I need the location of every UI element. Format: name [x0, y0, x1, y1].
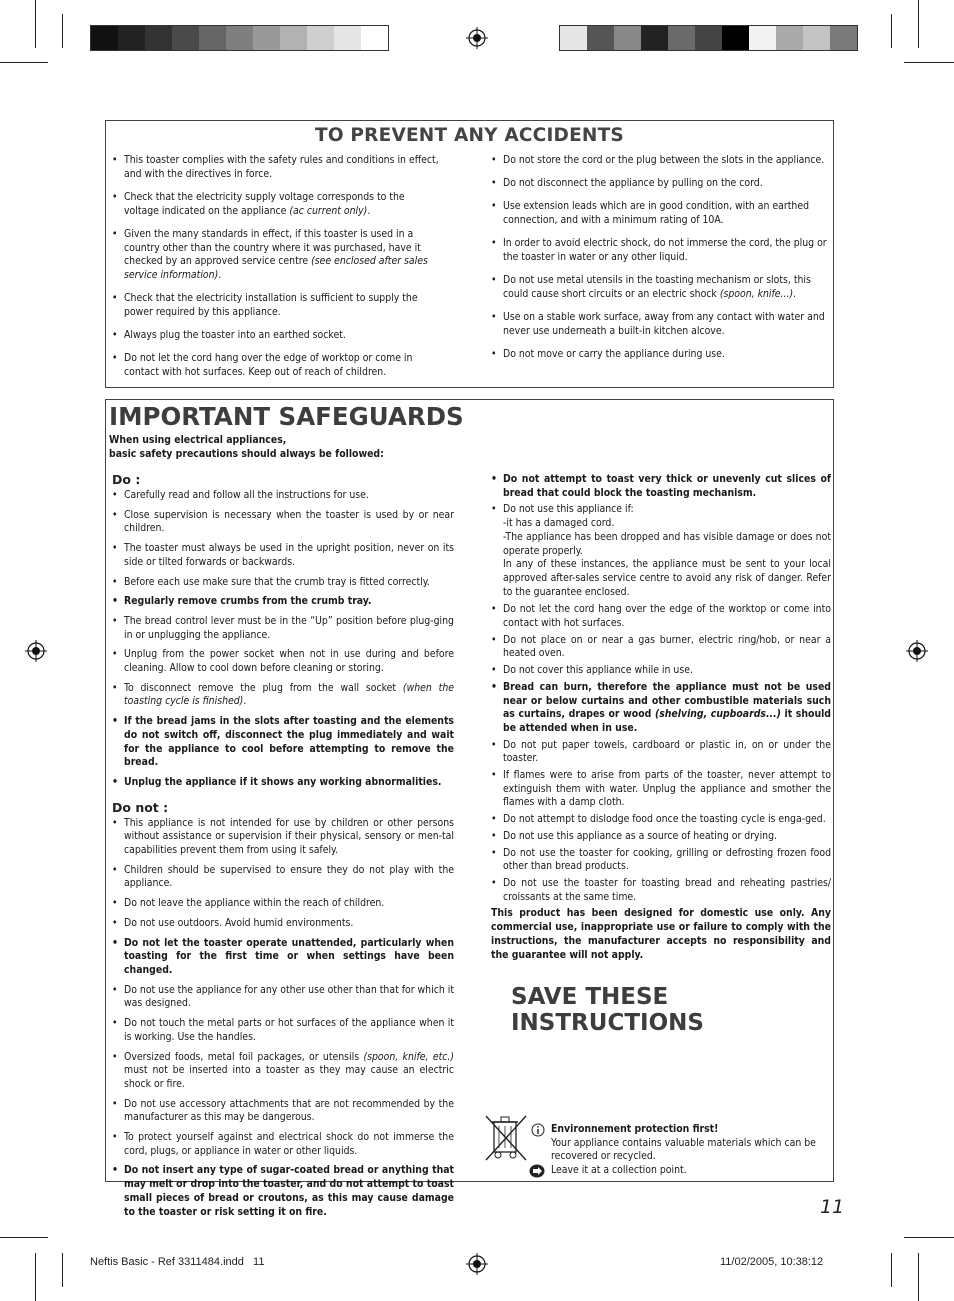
environment-text: Leave it at a collection point. [551, 1164, 687, 1177]
list-item: • Check that the electricity installation is sufficient to supply the power required by this appliance. [110, 292, 442, 319]
list-item: • In order to avoid electric shock, do not immerse the cord, the plug or the toaster in water or any other liquid. [489, 237, 831, 264]
list-item: • Do not insert any type of sugar-coated bread or anything that may melt or drop into the toaster, and do not attempt to toast small pieces of bread or croutons, as this may cause damage to the toaster or risk setting it on fire. [110, 1164, 454, 1219]
weee-bin-icon [484, 1112, 528, 1162]
list-item: • Do not touch the metal parts or hot surfaces of the appliance when it is working. Use the handles. [110, 1017, 454, 1044]
list-item: • Do not let the toaster operate unattended, particularly when toasting for the first time or when settings have been changed. [110, 937, 454, 978]
list-item: • Use extension leads which are in good condition, with an earthed connection, and with a minimum rating of 10A. [489, 200, 831, 227]
list-item: • Check that the electricity supply voltage corresponds to the voltage indicated on the appliance (ac current only). [110, 191, 442, 218]
registration-mark-icon [906, 640, 928, 662]
safeguards-title: IMPORTANT SAFEGUARDS [109, 402, 464, 431]
list-item: • Do not leave the appliance within the reach of children. [110, 897, 454, 911]
environment-text: Your appliance contains valuable materials which can be recovered or recycled. [551, 1136, 816, 1163]
environment-notice [551, 1123, 831, 1178]
crop-mark [35, 1253, 36, 1301]
list-item: • Do not let the cord hang over the edge of worktop or come in contact with hot surfaces. Keep out of reach of children. [110, 352, 442, 379]
prevent-title: TO PREVENT ANY ACCIDENTS [315, 125, 624, 146]
registration-mark-icon [466, 1253, 488, 1275]
list-item: • Carefully read and follow all the instructions for use. [110, 489, 454, 503]
prevent-left-column [110, 154, 442, 380]
list-item: • If flames were to arise from parts of the toaster, never attempt to extinguish them with water. Unplug the appliance and smother the flames with a damp cloth. [489, 769, 831, 810]
list-item-sub: In any of these instances, the appliance must be sent to your local approved after-sales service centre to avoid any risk of danger. Refer to the guarantee enclosed. [503, 558, 831, 598]
intro-line: basic safety precautions should always be followed: [109, 447, 384, 460]
list-item: • Before each use make sure that the crumb tray is fitted correctly. [110, 576, 454, 590]
list-item: • Regularly remove crumbs from the crumb tray. [110, 595, 454, 609]
list-item: • Do not attempt to toast very thick or unevenly cut slices of bread that could block the toasting mechanism. [489, 473, 831, 500]
list-item: • Bread can burn, therefore the appliance must not be used near or below curtains and other combustible materials such as curtains, drapes or wood (shelving, cupboards...) it should be attended when in use. [489, 681, 831, 736]
list-item: • To protect yourself against and electrical shock do not immerse the cord, plugs, or appliance in water or other liquids. [110, 1131, 454, 1158]
list-item: • Do not use outdoors. Avoid humid environments. [110, 917, 454, 931]
list-item: • Do not put paper towels, cardboard or plastic in, on or under the toaster. [489, 739, 831, 766]
crop-mark [904, 62, 954, 63]
disclaimer: This product has been designed for domestic use only. Any commercial use, inappropriate use or failure to comply with the instructions, the manufacturer accepts no responsibility and the guarantee will not apply. [491, 907, 831, 961]
list-item: • Do not let the cord hang over the edge of the worktop or come into contact with hot surfaces. [489, 603, 831, 630]
do-heading: Do : [112, 472, 141, 487]
list-item: • Unplug from the power socket when not in use during and before cleaning. Allow to cool down before cleaning or storing. [110, 648, 454, 675]
list-item: • The toaster must always be used in the upright position, never on its side or tilted forwards or backwards. [110, 542, 454, 569]
list-item: • Do not use the toaster for cooking, grilling or defrosting frozen food other than bread products. [489, 847, 831, 874]
list-item: • Given the many standards in effect, if this toaster is used in a country other than the country where it was purchased, have it checked by an approved service centre (see enclosed after sales service information). [110, 228, 442, 283]
footer-file-info: Neftis Basic - Ref 3311484.indd 11 [90, 1256, 265, 1268]
footer-timestamp: 11/02/2005, 10:38:12 [720, 1256, 824, 1268]
list-item [489, 503, 831, 599]
crop-mark [0, 62, 48, 63]
prevent-accidents-box [105, 120, 834, 388]
list-item-text: • Do not use this appliance if: [503, 503, 634, 516]
list-item-sub: -The appliance has been dropped and has visible damage or does not operate properly. [503, 530, 831, 557]
crop-mark [35, 0, 36, 48]
list-item: • The bread control lever must be in the “Up” position before plug-ging in or unplugging the appliance. [110, 615, 454, 642]
list-item: • Do not move or carry the appliance during use. [489, 348, 831, 362]
prevent-right-column [489, 154, 831, 362]
crop-mark [891, 14, 892, 48]
list-item: • Always plug the toaster into an earthed socket. [110, 329, 442, 343]
list-item: • Use on a stable work surface, away from any contact with water and never use underneath a built-in kitchen alcove. [489, 311, 831, 338]
list-item-sub: -it has a damaged cord. [503, 517, 615, 530]
registration-mark-icon [466, 27, 488, 49]
environment-title: Environnement protection first! [551, 1123, 719, 1135]
list-item: • Do not use accessory attachments that are not recommended by the manufacturer as this may be dangerous. [110, 1098, 454, 1125]
crop-mark [918, 0, 919, 48]
list-item: • Do not use this appliance as a source of heating or drying. [489, 830, 831, 844]
info-icon [531, 1123, 545, 1137]
list-item: • Children should be supervised to ensure they do not play with the appliance. [110, 864, 454, 891]
arrow-right-icon [529, 1164, 545, 1178]
list-item: • Do not use the toaster for toasting bread and reheating pastries/ croissants at the same time. [489, 877, 831, 904]
crop-mark [62, 14, 63, 48]
list-item: • Close supervision is necessary when the toaster is used by or near children. [110, 509, 454, 536]
list-item: • This toaster complies with the safety rules and conditions in effect, and with the directives in force. [110, 154, 442, 181]
safeguards-right-column [489, 473, 831, 962]
list-item: • Do not cover this appliance while in use. [489, 664, 831, 678]
list-item: • This appliance is not intended for use by children or other persons without assistance or supervision if their physical, sensory or men-tal capabilities prevent them from using it safely. [110, 817, 454, 858]
intro-line: When using electrical appliances, [109, 434, 287, 446]
color-bar-right [559, 25, 858, 51]
crop-mark [904, 1237, 954, 1238]
safeguards-left-column [110, 472, 454, 1219]
list-item: • Oversized foods, metal foil packages, or utensils (spoon, knife, etc.) must not be inserted into a toaster as they may cause an electric shock or fire. [110, 1051, 454, 1092]
list-item: • Do not attempt to dislodge food once the toasting cycle is enga-ged. [489, 813, 831, 827]
page-number: 11 [820, 1196, 845, 1218]
crop-mark [62, 1253, 63, 1287]
color-bar-left [90, 25, 389, 51]
list-item: • Unplug the appliance if it shows any working abnormalities. [110, 776, 454, 790]
do-not-heading: Do not : [112, 799, 169, 815]
list-item: • If the bread jams in the slots after toasting and the elements do not switch off, disconnect the plug immediately and wait for the appliance to cool before attempting to remove the bread. [110, 715, 454, 770]
list-item: • Do not use metal utensils in the toasting mechanism or slots, this could cause short circuits or an electric shock (spoon, knife...). [489, 274, 831, 301]
list-item: • Do not store the cord or the plug between the slots in the appliance. [489, 154, 831, 168]
list-item: • Do not use the appliance for any other use other than that for which it was designed. [110, 984, 454, 1011]
registration-mark-icon [25, 640, 47, 662]
save-instructions-title: SAVE THESE INSTRUCTIONS [511, 984, 704, 1036]
list-item: • To disconnect remove the plug from the wall socket (when the toasting cycle is finished). [110, 682, 454, 709]
crop-mark [918, 1253, 919, 1301]
safeguards-intro [109, 434, 384, 461]
crop-mark [0, 1237, 48, 1238]
crop-mark [891, 1253, 892, 1287]
list-item: • Do not disconnect the appliance by pulling on the cord. [489, 177, 831, 191]
list-item: • Do not place on or near a gas burner, electric ring/hob, or near a heated oven. [489, 634, 831, 661]
